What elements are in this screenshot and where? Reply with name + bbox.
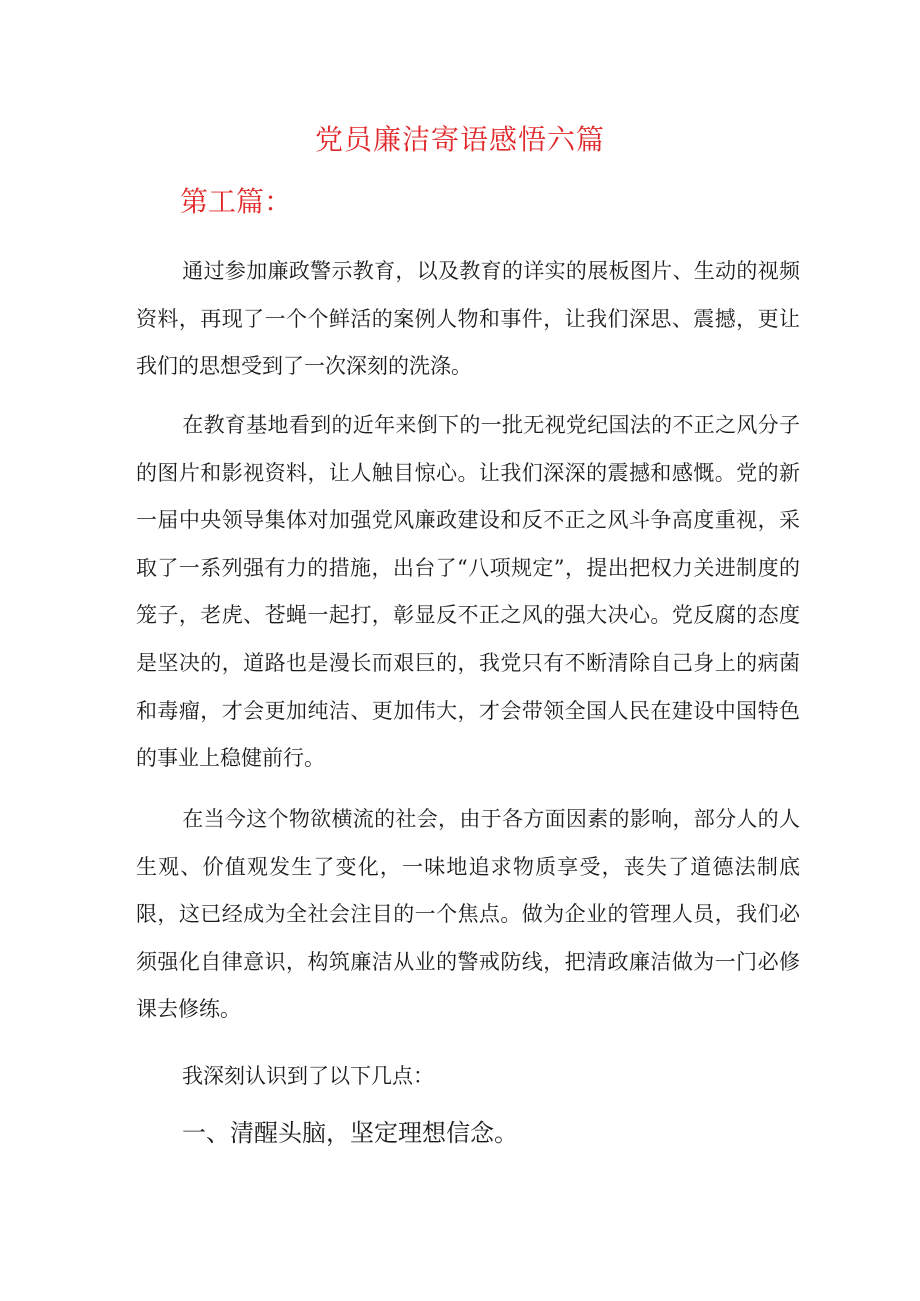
paragraph — [136, 248, 800, 391]
point-heading: 一、清醒头脑，坚定理想信念。 — [182, 1119, 518, 1147]
document-title: 党员廉洁寄语感悟六篇 — [314, 123, 605, 156]
paragraph-text: 通过参加廉政警示教育，以及教育的详实的展板图片、生动的视频资料，再现了一个个鲜活的案例人物和事件，让我们深思、震撼，更让我们的思想受到了一次深刻的洗涤。 — [136, 259, 800, 379]
paragraph-text: 在当今这个物欲横流的社会，由于各方面因素的影响，部分人的人生观、价值观发生了变化，一味地追求物质享受，丧失了道德法制底限，这已经成为全社会注目的一个焦点。做为企业的管理人员，我们必须强化自律意识，构筑廉洁从业的警戒防线，把清政廉洁做为一门必修课去修练。 — [136, 807, 800, 1022]
paragraph-text: 在教育基地看到的近年来倒下的一批无视党纪国法的不正之风分子的图片和影视资料，让人触目惊心。让我们深深的震撼和感慨。党的新一届中央领导集体对加强党风廉政建设和反不正之风斗争高度重视，采取了一系列强有力的措施，出台了“八项规定”，提出把权力关进制度的笼子，老虎、苍蝇一起打，彰显反不正之风的强大决心。党反腐的态度是坚决的，道路也是漫长而艰巨的，我党只有不断清除自己身上的病菌和毒瘤，才会更加纯洁、更加伟大，才会带领全国人民在建设中国特色的事业上稳健前行。 — [136, 413, 800, 771]
section-heading: 第工篇： — [180, 185, 293, 218]
paragraph — [136, 402, 800, 783]
intro-line: 我深刻认识到了以下几点： — [182, 1064, 434, 1088]
paragraph — [136, 796, 800, 1034]
